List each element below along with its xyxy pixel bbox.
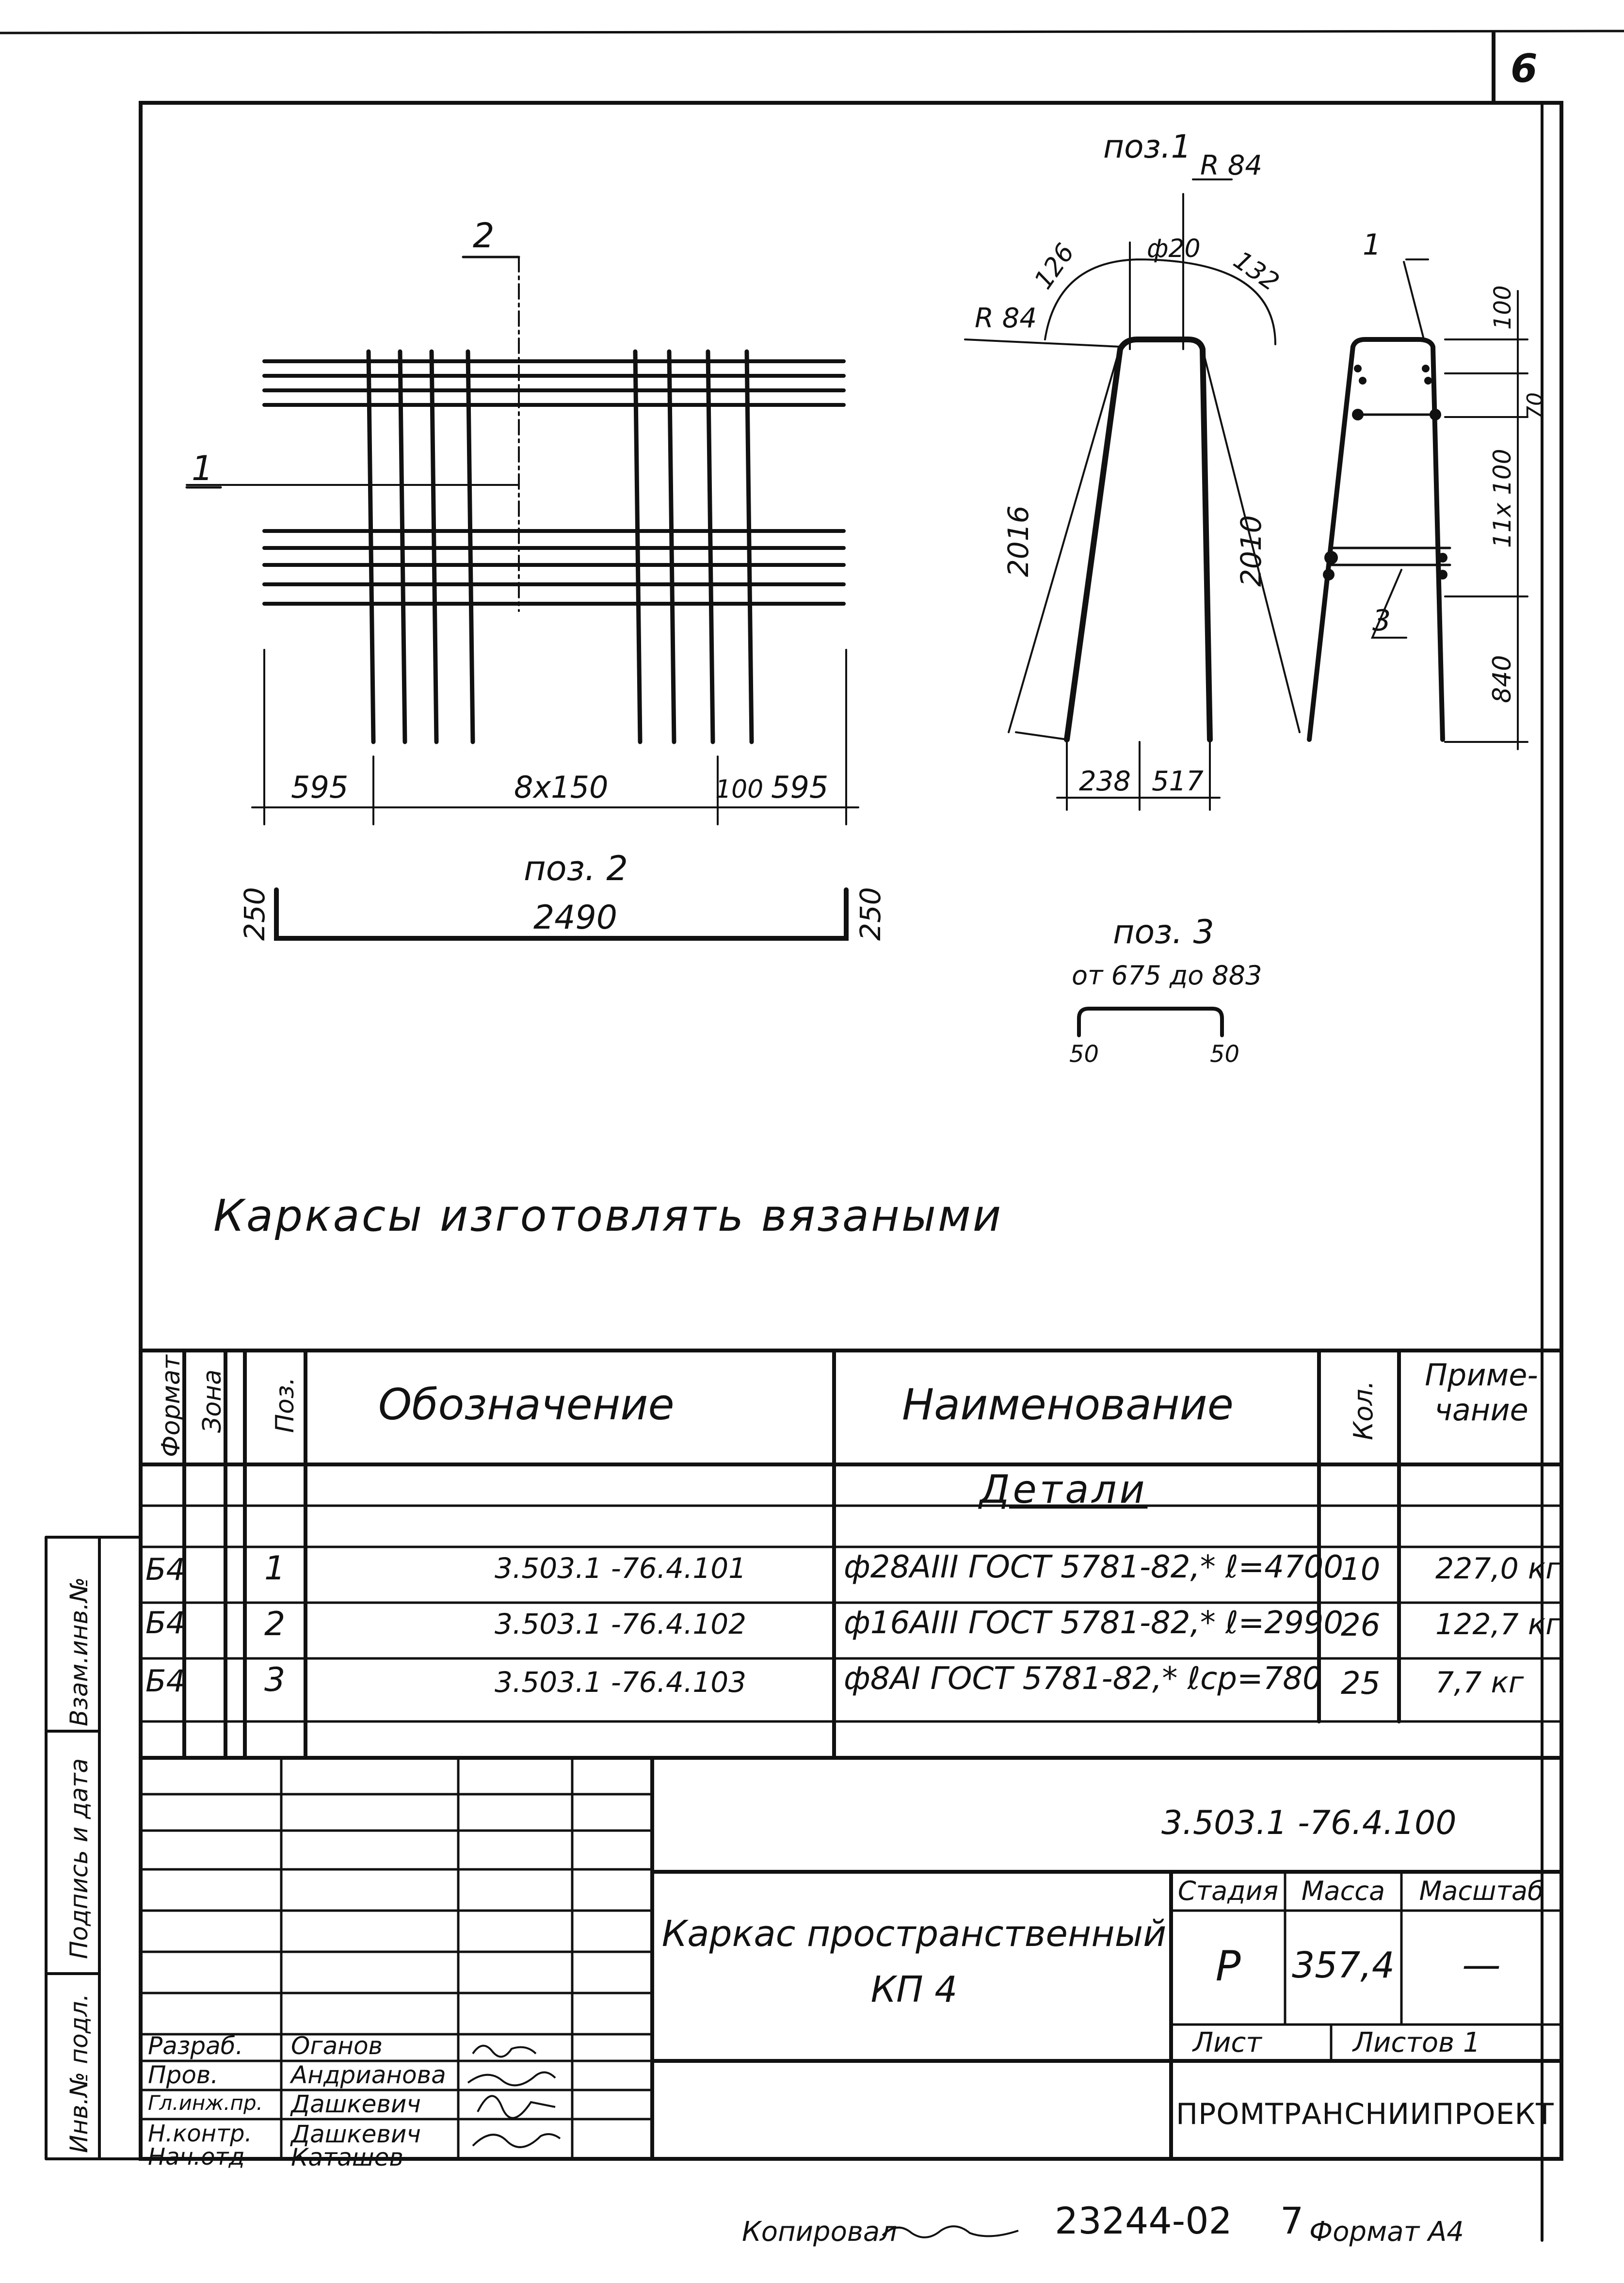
spec-row-format: Б4 bbox=[145, 1605, 185, 1640]
section-dim-840: 840 bbox=[1488, 655, 1517, 703]
sheets-label: Листов 1 bbox=[1353, 2027, 1480, 2058]
spec-row-note: 227,0 кг bbox=[1435, 1552, 1561, 1586]
pos3-50-left: 50 bbox=[1069, 1041, 1099, 1068]
sheet-label: Лист bbox=[1193, 2027, 1262, 2058]
footer-copied-label: Копировал bbox=[742, 2216, 897, 2248]
person-name: Каташев bbox=[291, 2143, 403, 2171]
pos1-title: поз.1 bbox=[1103, 128, 1191, 165]
scale-label: Масштаб bbox=[1419, 1876, 1544, 1906]
scale-value: — bbox=[1462, 1942, 1501, 1987]
pos1-d20: ф20 bbox=[1147, 234, 1201, 263]
spec-row-qty: 25 bbox=[1341, 1666, 1381, 1702]
person-name: Дашкевич bbox=[291, 2120, 421, 2148]
pos2-leader-label: 2 bbox=[473, 216, 495, 256]
person-role: Гл.инж.пр. bbox=[148, 2091, 263, 2115]
pos1-238: 238 bbox=[1079, 766, 1131, 797]
footer-format: Формат А4 bbox=[1309, 2216, 1464, 2248]
fabrication-note: Каркасы изготовлять вязаными bbox=[213, 1190, 1003, 1241]
margin-vzam: Взам.инв.№ bbox=[65, 1577, 93, 1726]
pos2-bar-title: поз. 2 bbox=[524, 849, 628, 888]
pos1-2016: 2016 bbox=[1002, 505, 1035, 577]
spec-row-name: ф16АIII ГОСТ 5781-82,* ℓ=2990 bbox=[844, 1605, 1344, 1641]
spec-row-pos: 3 bbox=[264, 1661, 286, 1699]
pos3-50-right: 50 bbox=[1210, 1041, 1240, 1068]
spec-header-note: Приме-чание bbox=[1425, 1357, 1538, 1428]
person-role: Пров. bbox=[148, 2061, 219, 2089]
pos2-hook-right: 250 bbox=[854, 887, 887, 941]
dim-100: 100 bbox=[715, 775, 764, 804]
person-role: Н.контр. bbox=[148, 2120, 252, 2147]
spec-row-name: ф28АIII ГОСТ 5781-82,* ℓ=4700 bbox=[844, 1549, 1344, 1585]
margin-inv: Инв.№ подл. bbox=[65, 1993, 93, 2153]
spec-row-pos: 1 bbox=[264, 1549, 286, 1588]
copier-signature-icon bbox=[878, 2211, 1023, 2250]
spec-header-name: Наименование bbox=[902, 1380, 1234, 1430]
spec-row-format: Б4 bbox=[145, 1663, 185, 1699]
spec-row-designation: 3.503.1 -76.4.103 bbox=[495, 1666, 747, 1699]
organization-name: ПРОМТРАНСНИИПРОЕКТ bbox=[1176, 2097, 1554, 2131]
pos1-r-left: R 84 bbox=[975, 303, 1037, 334]
pos1-leader-label: 1 bbox=[192, 449, 213, 488]
stage-label: Стадия bbox=[1177, 1876, 1279, 1906]
spec-row-qty: 10 bbox=[1341, 1552, 1381, 1588]
pos2-bar-length: 2490 bbox=[533, 899, 618, 937]
dim-595-left: 595 bbox=[291, 770, 349, 805]
spec-header-format: Формат bbox=[157, 1355, 186, 1457]
title-line-1: Каркас пространственный bbox=[661, 1913, 1167, 1955]
person-role: Разраб. bbox=[148, 2032, 243, 2060]
pos3-title: поз. 3 bbox=[1113, 913, 1214, 951]
pos1-2010: 2010 bbox=[1235, 515, 1268, 587]
pos1-517: 517 bbox=[1152, 766, 1204, 797]
pos2-hook-left: 250 bbox=[238, 887, 271, 941]
document-code: 3.503.1 -76.4.100 bbox=[1161, 1804, 1457, 1842]
mass-label: Масса bbox=[1301, 1876, 1385, 1906]
person-name: Андрианова bbox=[291, 2061, 446, 2089]
spec-row-format: Б4 bbox=[145, 1552, 185, 1587]
section-dim-11x100: 11x 100 bbox=[1488, 449, 1516, 548]
mass-value: 357,4 bbox=[1292, 1945, 1395, 1986]
spec-header-zone: Зона bbox=[198, 1369, 227, 1433]
spec-row-designation: 3.503.1 -76.4.101 bbox=[495, 1552, 747, 1585]
spec-section-title: Детали bbox=[980, 1467, 1148, 1512]
spec-row-note: 7,7 кг bbox=[1435, 1666, 1524, 1700]
spec-row-pos: 2 bbox=[264, 1605, 286, 1643]
pos1-r-top: R 84 bbox=[1200, 150, 1262, 181]
pos1-126: 126 bbox=[1029, 238, 1080, 295]
person-name: Оганов bbox=[291, 2032, 383, 2060]
section-leader-1: 1 bbox=[1363, 228, 1382, 262]
spec-row-note: 122,7 кг bbox=[1435, 1608, 1561, 1641]
spec-row-designation: 3.503.1 -76.4.102 bbox=[495, 1608, 747, 1640]
pos3-range: от 675 до 883 bbox=[1072, 960, 1262, 991]
footer-number: 23244-02 bbox=[1055, 2199, 1232, 2242]
footer-seven: 7 bbox=[1280, 2199, 1304, 2242]
person-name: Дашкевич bbox=[291, 2090, 421, 2118]
spec-row-qty: 26 bbox=[1341, 1608, 1381, 1643]
signatures-icon bbox=[463, 2034, 570, 2160]
spec-header-pos: Поз. bbox=[271, 1377, 300, 1433]
dim-595-right: 595 bbox=[771, 770, 829, 805]
person-role: Нач.отд bbox=[148, 2143, 245, 2170]
dim-8x150: 8x150 bbox=[514, 770, 609, 805]
section-leader-3: 3 bbox=[1372, 604, 1391, 638]
section-dim-100: 100 bbox=[1489, 285, 1516, 330]
pos1-132: 132 bbox=[1228, 245, 1285, 297]
margin-podpis: Подпись и дата bbox=[65, 1758, 93, 1959]
sheet-tab-number: 6 bbox=[1511, 46, 1538, 91]
spec-header-qty: Кол. bbox=[1348, 1380, 1379, 1440]
spec-header-designation: Обозначение bbox=[378, 1380, 675, 1430]
spec-row-name: ф8АI ГОСТ 5781-82,* ℓср=780 bbox=[844, 1661, 1322, 1697]
stage-value: Р bbox=[1215, 1942, 1241, 1991]
section-dim-70: 70 bbox=[1523, 392, 1547, 419]
title-line-2: КП 4 bbox=[870, 1969, 958, 2010]
